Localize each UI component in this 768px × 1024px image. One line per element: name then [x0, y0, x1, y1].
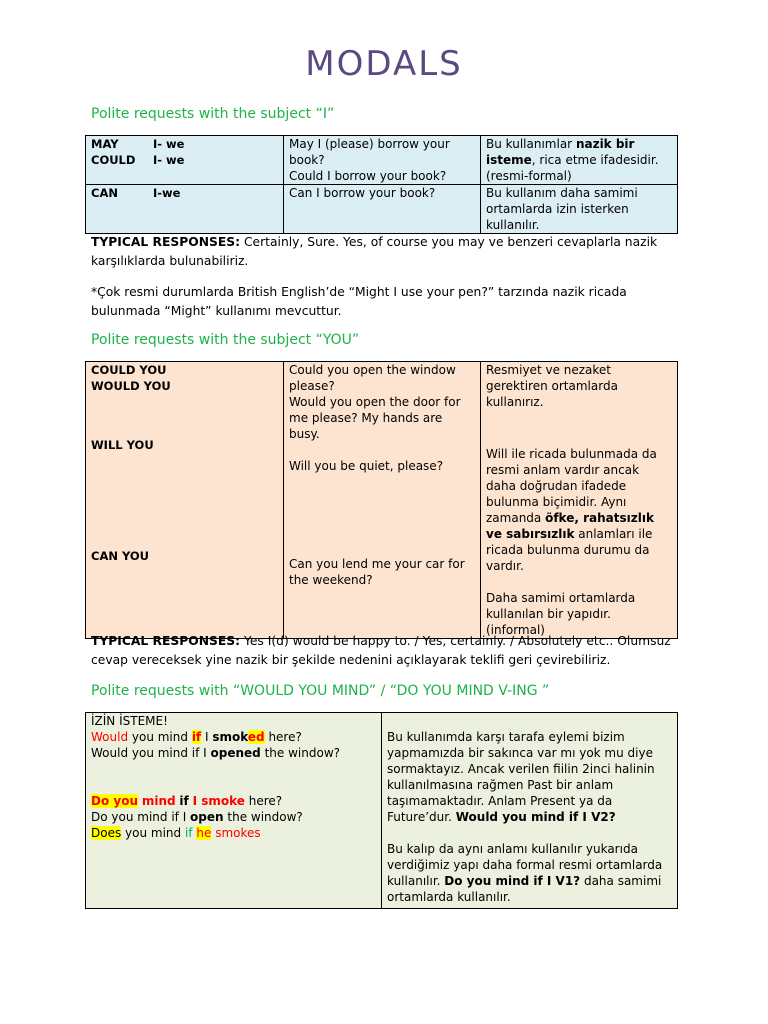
- word: smok: [212, 730, 248, 744]
- word: Does: [91, 826, 122, 840]
- modal-label: WOULD YOU: [91, 379, 171, 393]
- modal-label: MAY: [91, 137, 119, 151]
- note-paragraph: [387, 729, 672, 825]
- example-line: [91, 745, 376, 761]
- modal-label: CAN YOU: [91, 549, 149, 563]
- word: I: [201, 730, 213, 744]
- word: Do you: [91, 794, 138, 808]
- modal-label: CAN: [91, 186, 118, 200]
- section3-heading: Polite requests with “WOULD YOU MIND” / “DO YOU MIND V-ING ”: [91, 683, 550, 699]
- table-row: [86, 362, 678, 639]
- note-cell: [481, 362, 678, 639]
- note-paragraph: [387, 841, 672, 905]
- word: the window?: [223, 810, 303, 824]
- example-cell: [284, 136, 481, 185]
- word: Do you mind if I: [91, 810, 191, 824]
- table-row: [86, 185, 678, 234]
- responses-label: TYPICAL RESPONSES:: [91, 634, 241, 648]
- example-text: Will you be quiet, please?: [289, 459, 444, 473]
- word: he: [196, 826, 212, 840]
- word: if: [184, 826, 193, 840]
- modal-cell: [86, 136, 284, 185]
- word: ed: [247, 730, 265, 744]
- table-row: [86, 136, 678, 185]
- note-will: [486, 446, 672, 574]
- responses-text: Yes I(d) would be happy to. / Yes, certainly. / Absolutely etc.. Olumsuz cevap vereceksek yine nazik bir şekilde nedenini açıklayarak teklifi geri çevirebiliriz.: [91, 634, 671, 667]
- word: you mind: [128, 730, 192, 744]
- note-text: daha samimi ortamlarda kullanılır.: [387, 874, 662, 904]
- table-subject-i: [85, 135, 678, 234]
- example-text: May I (please) borrow your book?: [289, 137, 450, 167]
- note-bold: öfke, rahatsızlık ve sabırsızlık: [486, 511, 654, 541]
- table-subject-you: [85, 361, 678, 639]
- table-would-you-mind: [85, 712, 678, 909]
- example-text: Could I borrow your book?: [289, 169, 447, 183]
- note-text: Daha samimi ortamlarda kullanılan bir yapıdır. (informal): [486, 591, 636, 637]
- note-text: , rica etme ifadesidir. (resmi-formal): [486, 153, 659, 183]
- word: the window?: [260, 746, 340, 760]
- note-text: Bu kullanımda karşı tarafa eylemi bizim yapmamızda bir sakınca var mı yok mu diye sormaktayız. Ancak verilen fiilin 2inci halinin kullanılmasına rağmen Past bir anlam taşımamaktadır. Anlam Present ya da Future’dur.: [387, 730, 655, 824]
- note-text: Resmiyet ve nezaket gerektiren ortamlarda kullanırız.: [486, 363, 618, 409]
- note-cell: [382, 713, 678, 909]
- word: Would: [91, 730, 129, 744]
- word: Would you mind if I: [91, 746, 211, 760]
- example-line: [91, 793, 376, 809]
- modal-label: COULD YOU: [91, 363, 167, 377]
- word: if: [179, 794, 189, 808]
- modal-label: WILL YOU: [91, 438, 154, 452]
- british-note: *Çok resmi durumlarda British English’de “Might I use your pen?” tarzında nazik ricada bulunmada “Might” kullanımı mevcuttur.: [91, 285, 627, 318]
- note-text: Bu kullanım daha samimi ortamlarda izin isterken kullanılır.: [486, 186, 638, 232]
- example-text: İZİN İSTEME!: [91, 714, 168, 728]
- table-row: [86, 713, 678, 909]
- note-text: anlamları ile ricada bulunma durumu da vardır.: [486, 527, 653, 573]
- responses-text: Certainly, Sure. Yes, of course you may ve benzeri cevaplarla nazik karşılıklarda bulunabiliriz.: [91, 235, 658, 268]
- note-cell: [481, 185, 678, 234]
- example-line: [91, 729, 376, 745]
- typical-responses-1: [91, 233, 681, 271]
- word: open: [190, 810, 224, 824]
- responses-label: TYPICAL RESPONSES:: [91, 235, 241, 249]
- subject-label: I- we: [153, 137, 185, 151]
- modal-cell: [86, 185, 284, 234]
- word: here?: [264, 730, 302, 744]
- modal-label: COULD: [91, 153, 136, 167]
- word: here?: [244, 794, 283, 808]
- word: you mind: [121, 826, 185, 840]
- modal-cell: [86, 362, 284, 639]
- section1-heading: Polite requests with the subject “I”: [91, 106, 335, 122]
- note-text: Bu kullanımlar: [486, 137, 576, 151]
- word: I smoke: [192, 794, 245, 808]
- example-text: Can you lend me your car for the weekend?: [289, 557, 465, 587]
- example-text: Would you open the door for me please? My hands are busy.: [289, 395, 461, 441]
- word: if: [191, 730, 202, 744]
- typical-responses-2: [91, 632, 681, 670]
- subject-label: I-we: [153, 186, 181, 200]
- page-title: MODALS: [305, 44, 463, 84]
- note-bold: nazik bir isteme: [486, 137, 635, 167]
- example-text: Could you open the window please?: [289, 363, 456, 393]
- example-text: Can I borrow your book?: [289, 186, 436, 200]
- note-text: Will ile ricada bulunmada da resmi anlam vardır ancak daha doğrudan ifadede bulunma biçimidir. Aynı zamanda: [486, 447, 657, 525]
- note-bold: Would you mind if I V2?: [455, 810, 616, 824]
- example-cell: [86, 713, 382, 909]
- example-line: [91, 825, 376, 841]
- example-cell: [284, 362, 481, 639]
- word: opened: [210, 746, 261, 760]
- note-text: Bu kalıp da aynı anlamı kullanılır yukarıda verdiğimiz yapı daha formal resmi ortamlarda kullanılır.: [387, 842, 663, 888]
- word: mind: [141, 794, 176, 808]
- section2-heading: Polite requests with the subject “YOU”: [91, 332, 360, 348]
- note-cell: [481, 136, 678, 185]
- subject-label: I- we: [153, 153, 185, 167]
- note-bold: Do you mind if I V1?: [444, 874, 581, 888]
- example-line: [91, 809, 376, 825]
- example-cell: [284, 185, 481, 234]
- word: smokes: [215, 826, 261, 840]
